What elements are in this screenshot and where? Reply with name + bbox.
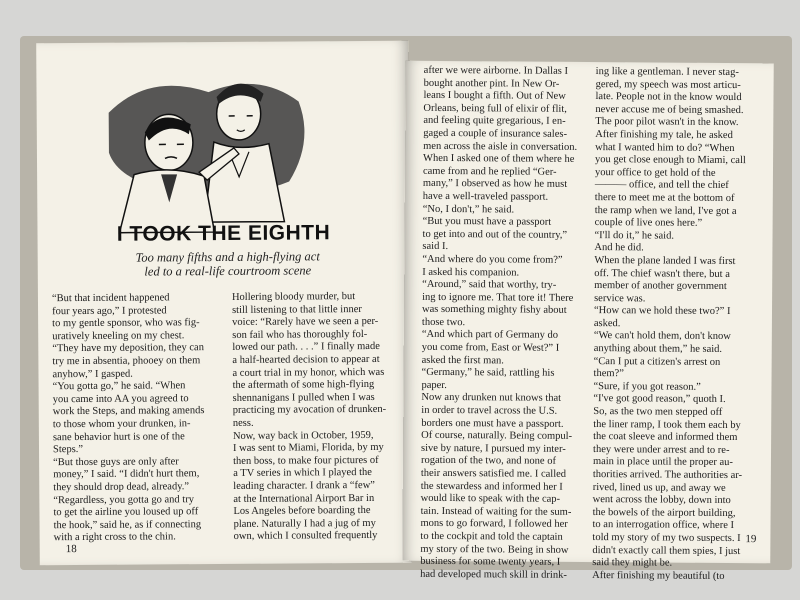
text-line: a court trial in my honor, which was — [232, 366, 385, 379]
text-line: Orleans, being full of elixir of flit, — [423, 102, 567, 115]
text-line: “But you must have a passport — [422, 215, 552, 228]
text-line: sive by nature, I pursued my inter- — [421, 442, 566, 455]
text-line: mons to go forward, I followed her — [420, 518, 568, 531]
text-line: sane behavior hurt is one of the — [52, 430, 185, 443]
text-line: member of another government — [594, 280, 727, 293]
text-line: paper. — [421, 379, 447, 391]
text-line: asked. — [593, 317, 621, 330]
text-line: you came into AA you agreed to — [52, 392, 189, 405]
text-line: ing to ignore me. That tore it! There — [422, 291, 574, 304]
text-line: Hollering bloody murder, but — [231, 291, 356, 303]
text-line: money,” I said. “I didn't hurt them, — [53, 468, 200, 481]
right-column-1 — [420, 65, 592, 583]
text-line: rogation of the two, and none of — [420, 455, 557, 468]
text-line: you come from, East or West?” I — [421, 341, 560, 354]
text-line: you get close enough to Miami, call — [595, 154, 746, 167]
text-line: ing like a gentleman. I never stag- — [595, 66, 739, 79]
text-line: then boss, to make four pictures of — [233, 454, 379, 467]
text-line: Of course, naturally. Being compul- — [421, 430, 573, 443]
text-line: the liner ramp, I took them each by — [593, 418, 741, 431]
text-line: “You gotta go,” he said. “When — [52, 380, 186, 393]
text-line: service was. — [594, 292, 646, 305]
text-line: a TV series in which I played the — [233, 467, 372, 480]
text-line: to those whom your drunken, in- — [52, 418, 191, 431]
text-line: “I've got good reason,” quoth I. — [593, 393, 726, 406]
text-line: ——— office, and tell the chief — [594, 179, 729, 192]
text-line: your office to get hold of the — [594, 166, 716, 179]
text-line: rived, lined us up, and away we — [592, 481, 726, 494]
text-line: “But those guys are only after — [53, 456, 179, 468]
text-line: own, which I consulted frequently — [233, 530, 378, 543]
text-line: “Can I put a citizen's arrest on — [593, 355, 721, 368]
text-line: men across the aisle in conversation. — [423, 140, 578, 153]
text-line: Now, way back in October, 1959, — [232, 429, 374, 442]
text-line: “Germany,” he said, rattling his — [421, 367, 555, 380]
text-line: plane. Naturally I had a jug of my — [233, 517, 376, 530]
text-line: my story of the two. Being in show — [420, 543, 569, 556]
text-line: “No, I don't,” he said. — [422, 203, 515, 216]
text-line: said they might be. — [592, 557, 673, 569]
text-line: voice: “Rarely have we seen a per- — [232, 316, 379, 329]
text-line: work the Steps, and making amends — [52, 405, 205, 418]
text-line: after we were airborne. In Dallas I — [423, 64, 569, 77]
text-line: leading character. I drank a “few” — [233, 479, 375, 492]
text-line: Now any drunken nut knows that — [421, 392, 562, 405]
text-line: what I wanted him to do? “When — [595, 141, 735, 154]
text-line: Steps.” — [52, 444, 84, 456]
left-column-1 — [52, 292, 226, 545]
text-line: When I asked one of them where he — [423, 153, 575, 166]
page-number-right: 19 — [745, 533, 757, 546]
left-page — [36, 41, 412, 566]
text-line: with a right cross to the chin. — [53, 531, 176, 544]
text-line: And he did. — [594, 242, 644, 254]
text-line: “Regardless, you gotta go and try — [53, 493, 194, 506]
text-line: asked the first man. — [421, 354, 504, 367]
text-line: to an interrogation office, where I — [592, 519, 735, 532]
article-subtitle-line1: Too many fifths and a high-flying act — [135, 249, 320, 265]
text-line: they were under arrest and to re- — [593, 443, 730, 456]
text-line: “They have my deposition, they can — [52, 342, 204, 355]
text-line: tain. Instead of waiting for the sum- — [420, 505, 572, 518]
text-line: those two. — [421, 316, 466, 329]
text-line: practicing my avocation of drunken- — [232, 404, 387, 417]
text-line: to get into and out of the country,” — [422, 228, 568, 241]
text-line: late. People not in the know would — [595, 91, 742, 104]
text-line: couple of live ones here.” — [594, 217, 703, 229]
article-subtitle-line2: led to a real-life courtroom scene — [144, 263, 312, 279]
text-line: the hook,” said he, as if connecting — [53, 518, 202, 531]
article-title: I TOOK THE EIGHTH — [116, 221, 331, 246]
text-line: After finishing my beautiful (to — [592, 569, 725, 582]
text-line: had developed much skill in drink- — [420, 568, 567, 581]
text-line: “We can't hold them, don't know — [593, 330, 731, 343]
text-line: “And where do you come from?” — [422, 253, 563, 266]
text-line: “Sure, if you got reason.” — [593, 380, 701, 393]
text-line: try me in absentia, phooey on them — [52, 355, 201, 368]
text-line: main in place until the proper au- — [592, 456, 733, 469]
text-line: the ramp when we land, I've got a — [594, 204, 737, 217]
text-line: didn't exactly call them spies, I just — [592, 544, 741, 557]
text-line: told my story of my two suspects. I — [592, 532, 741, 545]
text-line: gered, my speech was most articu- — [595, 78, 741, 91]
text-line: never accuse me of being smashed. — [595, 103, 744, 116]
text-line: thorities arrived. The authorities ar- — [592, 469, 743, 482]
text-line: still listening to that little inner — [232, 303, 362, 316]
text-line: business for some twenty years, I — [420, 555, 561, 568]
text-line: said I. — [422, 241, 449, 253]
text-line: uratively kneeling on my chest. — [52, 330, 185, 342]
text-line: the stewardess and informed her I — [420, 480, 563, 493]
text-line: was something mighty fishy about — [421, 304, 567, 317]
text-line: The poor pilot wasn't in the know. — [595, 116, 739, 129]
text-line: them?” — [593, 368, 624, 380]
text-line: bought another pint. In New Or- — [423, 77, 560, 90]
text-line: went across the lobby, down into — [592, 494, 731, 507]
text-line: there to meet me at the bottom of — [594, 191, 735, 204]
text-line: When the plane landed I was first — [594, 254, 736, 267]
text-line: came from and he replied “Ger- — [422, 165, 557, 178]
text-line: a half-hearted decision to appear at — [232, 353, 380, 366]
text-line: their answers satisfied me. I called — [420, 467, 567, 480]
text-line: “I'll do it,” he said. — [594, 229, 675, 242]
text-line: ness. — [232, 417, 254, 429]
illustration-man-and-stewardess — [88, 51, 319, 233]
text-line: and feeling quite gregarious, I en- — [423, 115, 566, 128]
text-line: to the cockpit and told the captain — [420, 530, 563, 543]
text-line: I was sent to Miami, Florida, by my — [232, 442, 384, 455]
text-line: son fail who has thoroughly fol- — [232, 328, 368, 341]
text-line: “And which part of Germany do — [421, 329, 559, 342]
text-line: leans I bought a fifth. Out of New — [423, 90, 566, 103]
text-line: at the International Airport Bar in — [233, 492, 375, 505]
left-column-2 — [232, 291, 410, 544]
text-line: they should drop dead, already.” — [53, 481, 190, 494]
text-line: anything about them,” he said. — [593, 343, 723, 355]
text-line: “Around,” said that worthy, try- — [422, 278, 557, 291]
text-line: anyhow,” I gasped. — [52, 368, 133, 380]
right-column-2 — [592, 66, 768, 584]
text-line: four years ago,” I protested — [52, 304, 167, 317]
text-line: So, as the two men stepped off — [593, 406, 723, 418]
text-line: shennanigans I pulled when I was — [232, 391, 375, 404]
text-line: to my gentle sponsor, who was fig- — [52, 317, 200, 330]
text-line: I asked his companion. — [422, 266, 520, 279]
text-line: in order to travel across the U.S. — [421, 404, 558, 417]
text-line: the bowels of the airport building, — [592, 506, 736, 519]
page-number-left: 18 — [65, 543, 77, 556]
text-line: borders one must have a passport. — [421, 417, 564, 430]
text-line: many,” I observed as how he must — [422, 178, 568, 191]
text-line: would like to speak with the cap- — [420, 493, 561, 505]
text-line: off. The chief wasn't there, but a — [594, 267, 730, 280]
text-line: gaged a couple of insurance sales- — [423, 127, 568, 140]
text-line: the coat sleeve and informed them — [593, 431, 738, 444]
text-line: lowed our path. . . .” I finally made — [232, 341, 380, 354]
text-line: After finishing my tale, he asked — [595, 129, 733, 141]
text-line: the aftermath of some high-flying — [232, 379, 375, 392]
text-line: Los Angeles before boarding the — [233, 505, 371, 518]
text-line: “But that incident happened — [51, 292, 170, 305]
text-line: to get the airline you loused up off — [53, 506, 199, 519]
right-page — [402, 61, 773, 582]
text-line: have a well-traveled passport. — [422, 190, 549, 203]
text-line: “How can we hold these two?” I — [593, 305, 731, 318]
